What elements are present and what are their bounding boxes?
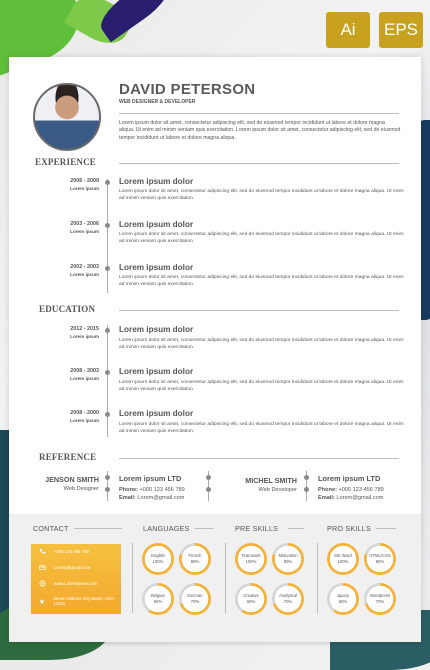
- pre-skills-ring: [235, 543, 267, 575]
- education-date: 2008 - 2003: [70, 368, 99, 374]
- pre-skills-heading: PRE SKILLS: [235, 524, 279, 533]
- mail-icon: [39, 564, 46, 571]
- reference-company: Lorem ipsum LTD: [318, 474, 381, 483]
- skill-value: 100%: [337, 559, 349, 564]
- timeline-dot: [105, 223, 110, 228]
- candidate-name: DAVID PETERSON: [119, 81, 256, 98]
- timeline-line: [107, 179, 108, 293]
- skill-value: 70%: [375, 599, 385, 604]
- skill-name: Jquery: [336, 593, 350, 598]
- divider: [74, 528, 122, 529]
- pre-skills-ring: [272, 543, 304, 575]
- experience-date: 2003 - 2006: [70, 221, 99, 227]
- experience-heading: EXPERIENCE: [35, 157, 97, 167]
- skill-name: Wordpress: [369, 593, 391, 598]
- column-divider: [225, 543, 226, 613]
- skill-name: Motivation: [278, 553, 298, 558]
- pre-skills-ring: [235, 583, 267, 615]
- languages-ring: [179, 583, 211, 615]
- timeline-dot: [105, 487, 110, 492]
- candidate-role: WEB DESIGNER & DEVELOPER: [119, 99, 196, 105]
- skill-name: Creative: [243, 593, 259, 598]
- reference-name: MICHEL SMITH: [245, 476, 297, 485]
- education-date: 2008 - 2000: [70, 410, 99, 416]
- skill-name: English: [151, 553, 165, 558]
- divider: [119, 113, 399, 114]
- skill-value: 100%: [152, 559, 164, 564]
- divider: [195, 528, 213, 529]
- experience-date: 2006 - 2009: [70, 178, 99, 184]
- globe-icon: [39, 580, 46, 587]
- education-desc: Lorem ipsum dolor sit amet, consectetur adipiscing elit, sed do eiusmod tempor incididunt ut labore et dolore magna aliqua. Ut enim ad minim veniam quis exercitation.: [119, 380, 404, 393]
- skill-value: 60%: [338, 599, 348, 604]
- column-divider: [317, 543, 318, 613]
- experience-desc: Lorem ipsum dolor sit amet, consectetur adipiscing elit, sed do eiusmod tempor incididunt ut labore et dolore magna aliqua. Ut enim ad minim veniam quis exercitation.: [119, 232, 404, 245]
- education-place: Lorem ipsum: [70, 418, 99, 423]
- skill-value: 70%: [190, 599, 200, 604]
- skill-name: French: [188, 553, 202, 558]
- divider: [376, 528, 396, 529]
- pre-skills-ring: [272, 583, 304, 615]
- timeline-dot: [105, 370, 110, 375]
- timeline-dot: [105, 180, 110, 185]
- timeline-dot: [105, 412, 110, 417]
- column-divider: [132, 543, 133, 613]
- experience-place: Lorem ipsum: [70, 229, 99, 234]
- contact-box: [31, 544, 121, 614]
- languages-ring: [142, 583, 174, 615]
- pro-skills-ring: [327, 543, 359, 575]
- pro-skills-ring: [327, 583, 359, 615]
- education-place: Lorem ipsum: [70, 376, 99, 381]
- resume-sheet: [9, 57, 421, 642]
- experience-title: Lorem ipsum dolor: [119, 177, 194, 186]
- reference-email: Email: Lorem@gmail.com: [119, 495, 185, 501]
- timeline-dot: [105, 266, 110, 271]
- divider: [119, 458, 399, 459]
- timeline-line: [107, 325, 108, 437]
- experience-desc: Lorem ipsum dolor sit amet, consectetur adipiscing elit, sed do eiusmod tempor incididunt ut labore et dolore magna aliqua. Ut enim ad minim veniam quis exercitation.: [119, 189, 404, 202]
- experience-title: Lorem ipsum dolor: [119, 263, 194, 272]
- skill-name: Teamwork: [241, 553, 261, 558]
- reference-role: Web Developer: [258, 487, 297, 493]
- experience-place: Lorem ipsum: [70, 186, 99, 191]
- divider: [288, 528, 304, 529]
- divider: [119, 310, 399, 311]
- experience-date: 2002 - 2003: [70, 264, 99, 270]
- profile-text: Lorem ipsum dolor sit amet, consectetur adipiscing elit, sed do eiusmod tempor incididunt ut labore et dolore magna aliqua. Ut enim ad minim veniam quis exercitation. Lorem ipsum dolor sit amet, consectetur adipiscing elit, sed do eiusmod tempor incididunt ut labore et dolore magna aliqua.: [119, 120, 401, 141]
- reference-company: Lorem ipsum LTD: [119, 474, 182, 483]
- skill-name: Belgian: [151, 593, 165, 598]
- skill-value: 80%: [190, 559, 200, 564]
- education-heading: EDUCATION: [39, 304, 96, 314]
- experience-title: Lorem ipsum dolor: [119, 220, 194, 229]
- contact-phone: +000 123 456 789: [39, 548, 119, 555]
- contact-heading: CONTACT: [33, 524, 69, 533]
- education-date: 2012 - 2015: [70, 326, 99, 332]
- skill-value: 60%: [153, 599, 163, 604]
- pro-skills-ring: [364, 583, 396, 615]
- pro-skills-heading: PRO SKILLS: [327, 524, 371, 533]
- timeline-dot: [105, 328, 110, 333]
- phone-icon: [39, 548, 46, 555]
- experience-desc: Lorem ipsum dolor sit amet, consectetur adipiscing elit, sed do eiusmod tempor incididunt ut labore et dolore magna aliqua. Ut enim ad minim veniam quis exercitation.: [119, 275, 404, 288]
- education-desc: Lorem ipsum dolor sit amet, consectetur adipiscing elit, sed do eiusmod tempor incididunt ut labore et dolore magna aliqua. Ut enim ad minim veniam quis exercitation.: [119, 338, 404, 351]
- timeline-dot: [304, 475, 309, 480]
- skill-value: 70%: [283, 599, 293, 604]
- pro-skills-ring: [364, 543, 396, 575]
- education-title: Lorem ipsum dolor: [119, 409, 194, 418]
- languages-ring: [179, 543, 211, 575]
- reference-email: Email: Lorem@gmail.com: [318, 495, 384, 501]
- skill-name: HTML/CSS: [369, 553, 391, 558]
- reference-role: Web Designer: [63, 486, 99, 492]
- contact-website: www.Loremipsum.com: [39, 580, 119, 587]
- reference-phone: Phone: +000 123 456 789: [119, 487, 185, 493]
- reference-name: JENSON SMITH: [45, 475, 99, 484]
- skill-value: 80%: [283, 559, 293, 564]
- contact-address: Street Address City Name, USA - 12345: [39, 596, 119, 606]
- experience-place: Lorem ipsum: [70, 272, 99, 277]
- skill-value: 80%: [375, 559, 385, 564]
- location-pin-icon: [39, 598, 45, 605]
- reference-phone: Phone: +000 123 456 789: [318, 487, 384, 493]
- languages-ring: [142, 543, 174, 575]
- eps-format-badge: EPS: [379, 12, 423, 48]
- timeline-dot: [105, 475, 110, 480]
- education-place: Lorem ipsum: [70, 334, 99, 339]
- divider: [119, 163, 399, 164]
- reference-heading: REFERENCE: [39, 452, 97, 462]
- ai-format-badge: Ai: [326, 12, 370, 48]
- education-title: Lorem ipsum dolor: [119, 367, 194, 376]
- education-title: Lorem ipsum dolor: [119, 325, 194, 334]
- timeline-dot: [304, 487, 309, 492]
- skill-value: 60%: [246, 599, 256, 604]
- skill-name: Analytical: [279, 593, 297, 598]
- avatar: [33, 83, 101, 151]
- skill-name: German: [187, 593, 203, 598]
- contact-email: Lorem@gmail.com: [39, 564, 119, 571]
- skill-value: 100%: [245, 559, 257, 564]
- skill-name: MS Word: [334, 553, 352, 558]
- education-desc: Lorem ipsum dolor sit amet, consectetur adipiscing elit, sed do eiusmod tempor incididunt ut labore et dolore magna aliqua. Ut enim ad minim veniam quis exercitation.: [119, 422, 404, 435]
- languages-heading: LANGUAGES: [143, 524, 190, 533]
